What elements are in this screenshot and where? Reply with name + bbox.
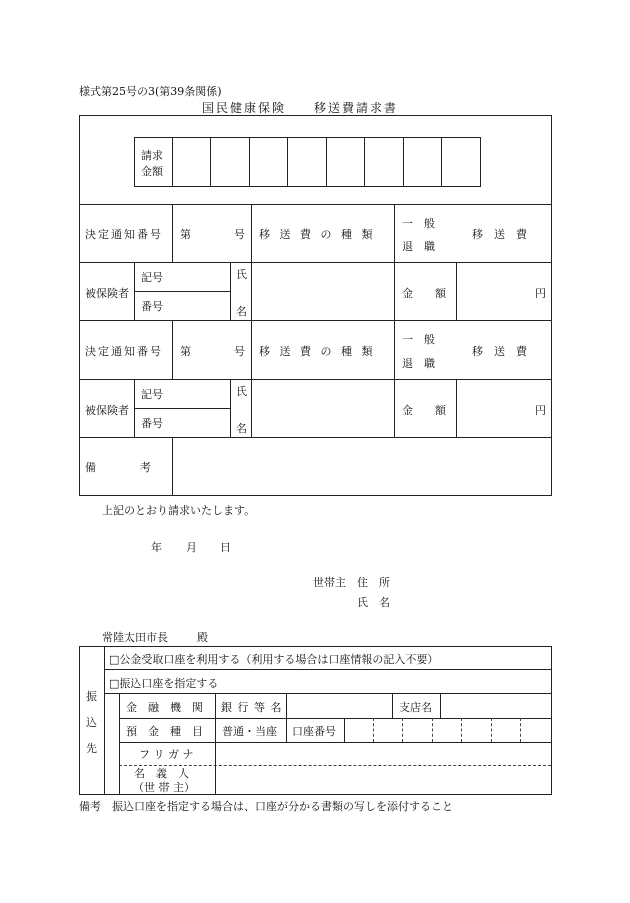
claim-label-top: 請求 xyxy=(141,149,163,162)
branch-label: 支店名 xyxy=(399,701,432,714)
furigana-label: フ リ ガ ナ xyxy=(139,748,194,761)
decision-number-label: 決定通知番号 xyxy=(85,345,163,358)
transfer-heading-1: 振 xyxy=(86,690,97,703)
retired-option[interactable]: 退 職 xyxy=(402,357,435,370)
transport-fee-label: 移 送 費 xyxy=(472,345,527,358)
bango-label: 番号 xyxy=(141,417,163,430)
mei-label: 名 xyxy=(236,305,247,318)
option-specify-account[interactable]: □振込口座を指定する xyxy=(109,677,219,690)
bango-label: 番号 xyxy=(141,300,163,313)
claim-label-bottom: 金額 xyxy=(141,165,163,178)
dai-label: 第 xyxy=(180,345,191,358)
general-option[interactable]: 一 般 xyxy=(402,333,435,346)
amount-label: 金 額 xyxy=(402,287,446,300)
go-label: 号 xyxy=(234,228,245,241)
deposit-value[interactable]: 普通・当座 xyxy=(222,725,277,738)
transfer-heading-3: 先 xyxy=(86,742,97,755)
address-label: 住 所 xyxy=(357,576,390,589)
insured-label: 被保険者 xyxy=(85,287,129,300)
transfer-heading-2: 込 xyxy=(86,716,97,729)
mei-label: 名 xyxy=(236,422,247,435)
retired-option[interactable]: 退 職 xyxy=(402,240,435,253)
addressee-suffix: 殿 xyxy=(197,631,208,644)
form-number: 様式第25号の3(第39条関係) xyxy=(79,85,222,98)
option-public-account[interactable]: □公金受取口座を利用する（利用する場合は口座情報の記入不要） xyxy=(109,653,439,666)
shi-label: 氏 xyxy=(236,385,247,398)
amount-label: 金 額 xyxy=(402,404,446,417)
page-title: 国民健康保険 移送費請求書 xyxy=(202,101,399,115)
insured-label: 被保険者 xyxy=(85,404,129,417)
holder-sub-label: （世 帯 主） xyxy=(133,781,195,794)
footnote: 備考 振込口座を指定する場合は、口座が分かる書類の写しを添付すること xyxy=(79,800,453,813)
dai-label: 第 xyxy=(180,228,191,241)
householder-label: 世帯主 xyxy=(313,576,346,589)
bank-name-label: 銀 行 等 名 xyxy=(221,701,283,714)
addressee-city: 常陸太田市長 xyxy=(102,631,168,644)
kigo-label: 記号 xyxy=(141,388,163,401)
date-year: 年 xyxy=(151,541,162,554)
date-day: 日 xyxy=(220,541,231,554)
name-label: 氏 名 xyxy=(357,596,390,609)
transport-fee-label: 移 送 費 xyxy=(472,228,527,241)
yen-label: 円 xyxy=(535,287,546,300)
remarks-label: 備 考 xyxy=(85,461,151,474)
deposit-label: 預 金 種 目 xyxy=(126,725,203,738)
transport-type-label: 移 送 費 の 種 類 xyxy=(259,228,376,241)
transport-type-label: 移 送 費 の 種 類 xyxy=(259,345,376,358)
institution-label: 金 融 機 関 xyxy=(126,701,203,714)
kigo-label: 記号 xyxy=(141,271,163,284)
date-month: 月 xyxy=(186,541,197,554)
decision-number-label: 決定通知番号 xyxy=(85,228,163,241)
holder-label: 名 義 人 xyxy=(134,767,189,780)
request-text: 上記のとおり請求いたします。 xyxy=(102,504,256,517)
account-number-label: 口座番号 xyxy=(292,725,336,738)
yen-label: 円 xyxy=(535,404,546,417)
general-option[interactable]: 一 般 xyxy=(402,217,435,230)
go-label: 号 xyxy=(234,345,245,358)
shi-label: 氏 xyxy=(236,268,247,281)
